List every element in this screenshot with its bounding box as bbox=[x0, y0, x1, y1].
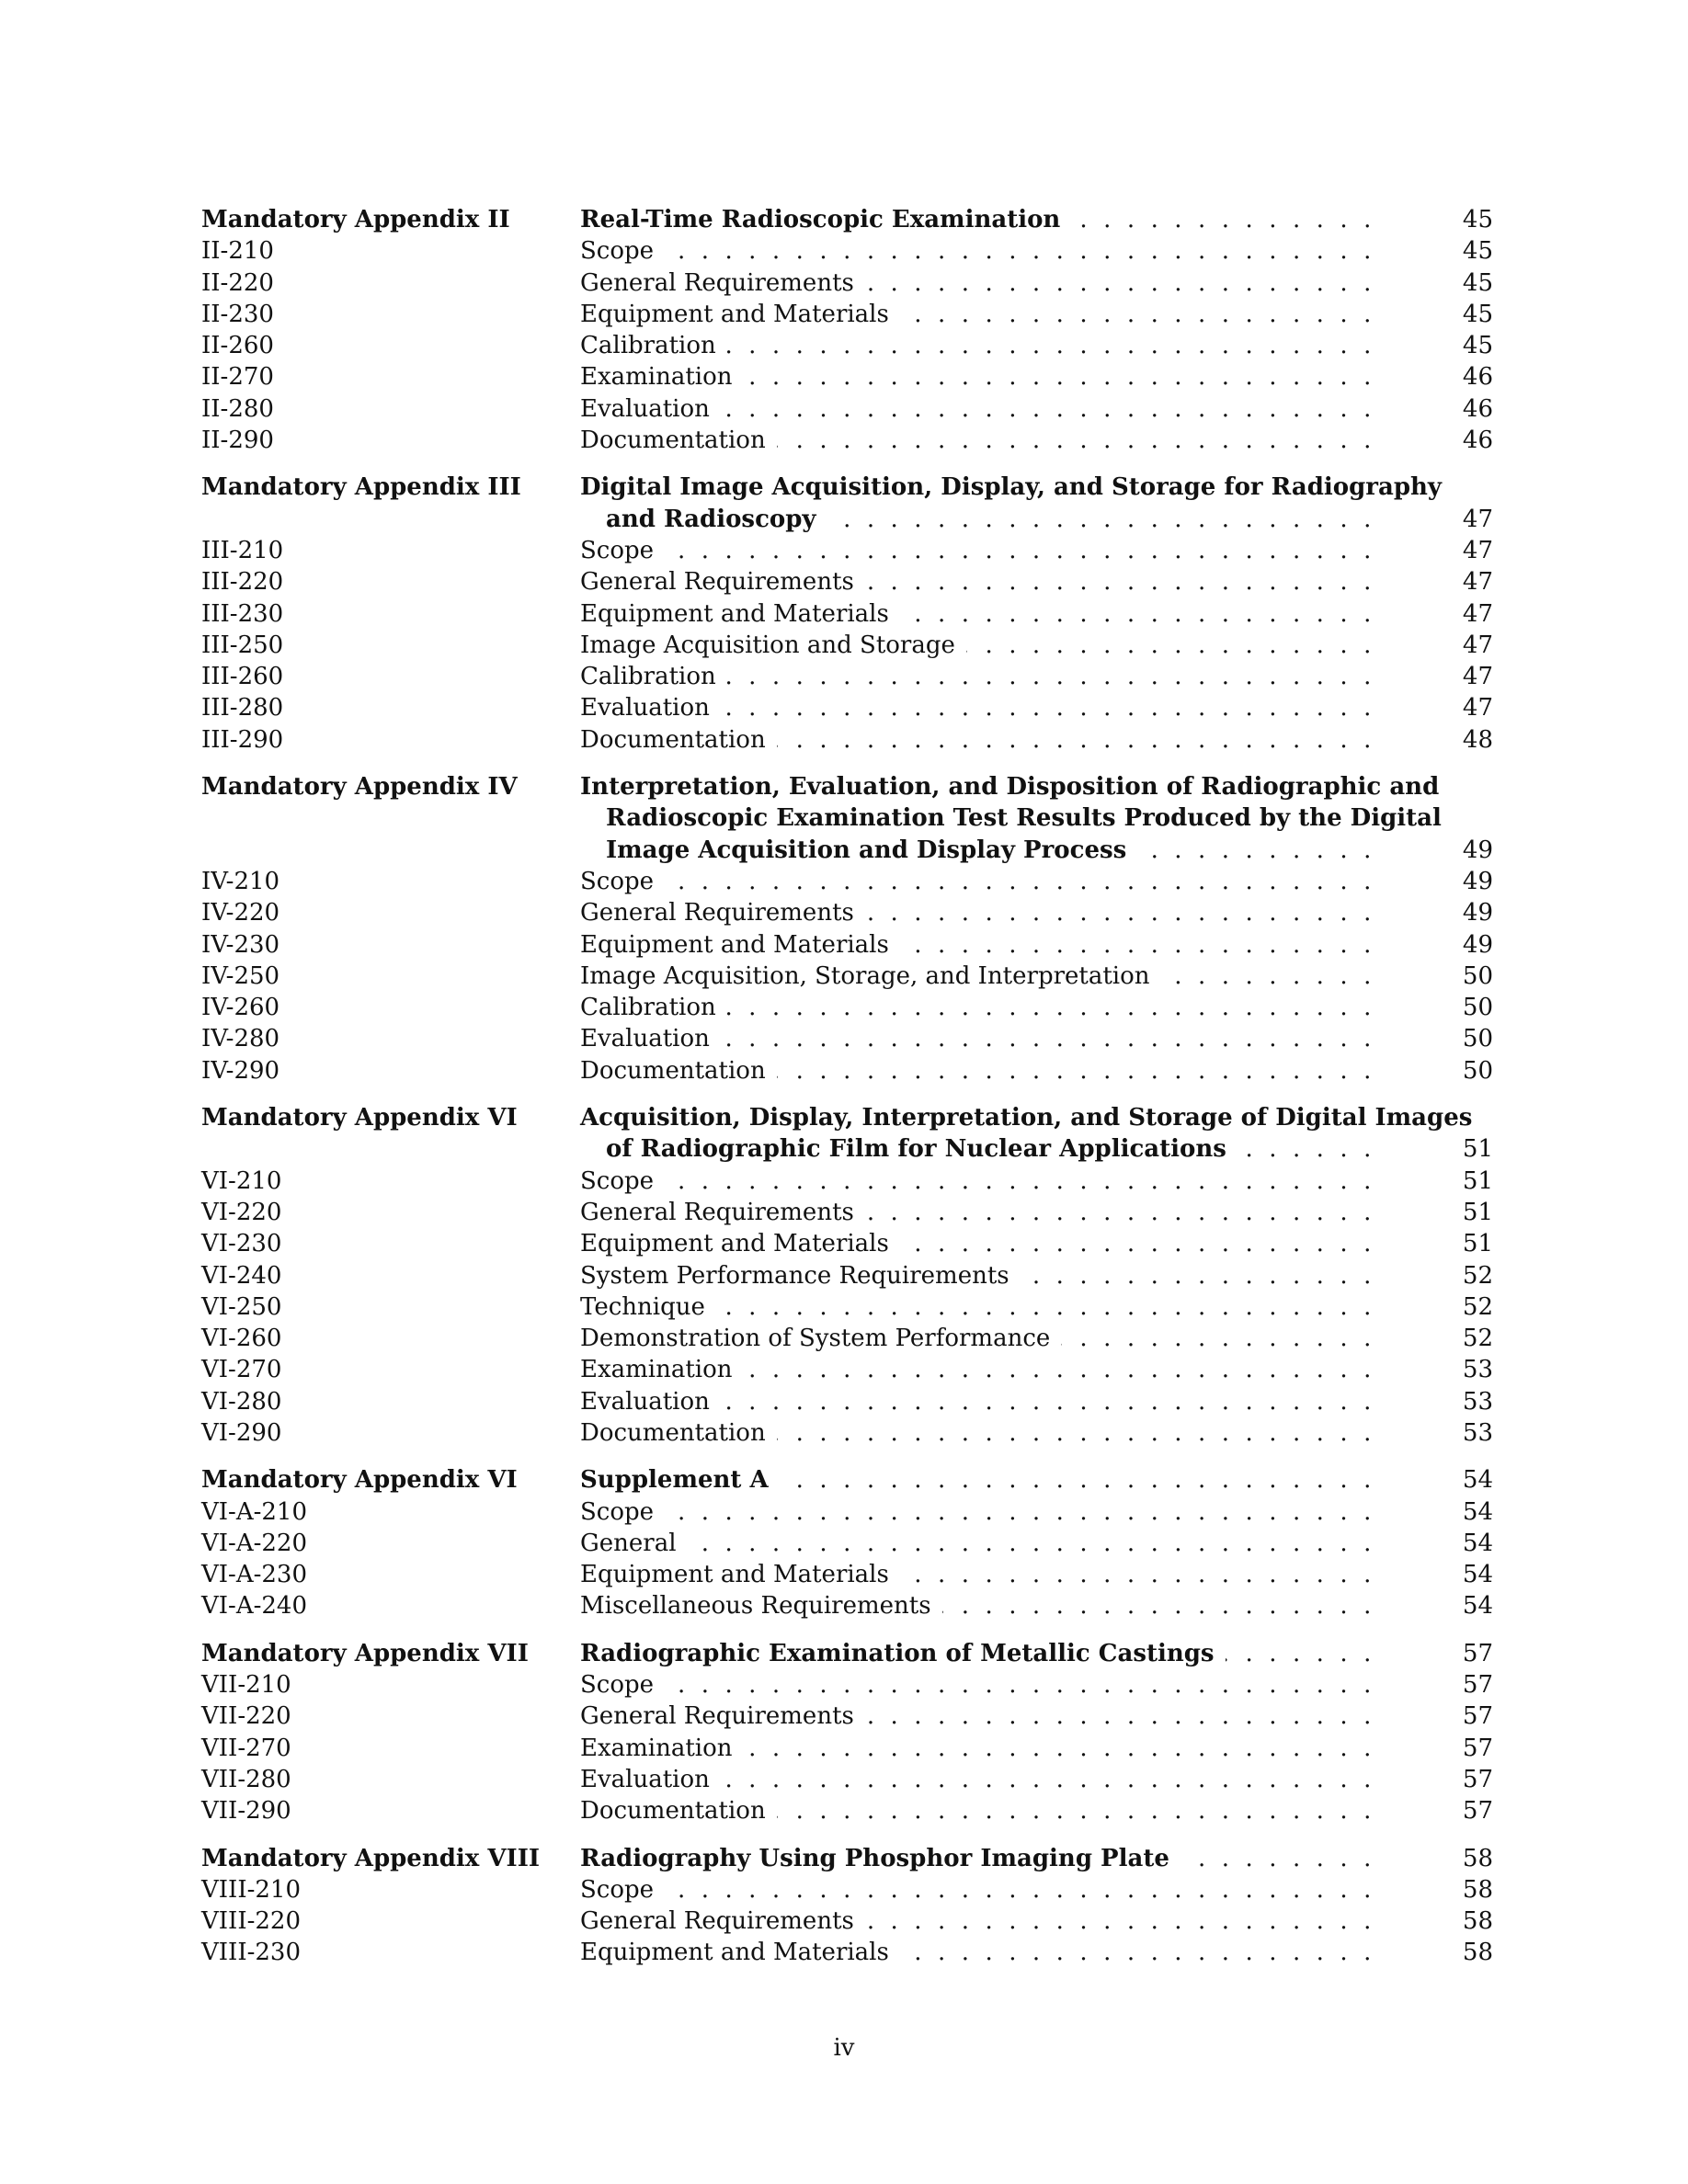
section-title: Image Acquisition, Storage, and Interpretation . . . bbox=[580, 961, 1375, 992]
dot-leader bbox=[1161, 961, 1375, 992]
page-number: 46 bbox=[1462, 363, 1493, 392]
section-code: II-220 bbox=[201, 268, 274, 297]
section-code: III-230 bbox=[201, 599, 284, 628]
section-title: Calibration . . . bbox=[580, 330, 1375, 361]
section-code: VII-280 bbox=[201, 1765, 291, 1793]
section-title: Scope . . . bbox=[580, 1874, 1375, 1905]
page-number: 45 bbox=[1462, 206, 1493, 233]
section-title: Scope . . . bbox=[580, 235, 1375, 267]
toc-entry[interactable] bbox=[201, 1905, 1493, 1937]
toc-entry[interactable] bbox=[201, 1260, 1493, 1291]
dot-leader bbox=[665, 1166, 1375, 1197]
section-code: II-270 bbox=[201, 363, 274, 392]
toc-appendix-heading[interactable] bbox=[201, 1102, 1493, 1166]
section-title: Evaluation . . . bbox=[580, 1023, 1375, 1054]
dot-leader bbox=[865, 1905, 1375, 1937]
appendix-label: Mandatory Appendix II bbox=[201, 206, 510, 233]
toc-entry[interactable] bbox=[201, 1590, 1493, 1621]
toc-entry[interactable] bbox=[201, 566, 1493, 597]
dot-leader bbox=[827, 504, 1375, 535]
toc-entry[interactable] bbox=[201, 1323, 1493, 1354]
page-number: 51 bbox=[1462, 1230, 1493, 1258]
toc-section bbox=[201, 1638, 1493, 1827]
section-title: Technique . . . bbox=[580, 1291, 1375, 1323]
section-title: Equipment and Materials . . . bbox=[580, 1559, 1375, 1590]
toc-entry[interactable] bbox=[201, 1417, 1493, 1449]
section-title: Examination . . . bbox=[580, 361, 1375, 392]
dot-leader bbox=[716, 1291, 1375, 1323]
dot-leader bbox=[721, 1386, 1375, 1417]
dot-leader bbox=[744, 1354, 1375, 1385]
section-code: VI-A-220 bbox=[201, 1529, 308, 1557]
appendix-label: Mandatory Appendix VI bbox=[201, 1104, 518, 1132]
toc-entry[interactable] bbox=[201, 1228, 1493, 1259]
section-code: VII-210 bbox=[201, 1671, 291, 1700]
appendix-title-line: Radioscopic Examination Test Results Produced by the Digital bbox=[606, 804, 1442, 833]
section-title: Equipment and Materials . . . bbox=[580, 1228, 1375, 1259]
dot-leader bbox=[1071, 204, 1375, 235]
appendix-title-line: Acquisition, Display, Interpretation, and Storage of Digital Images bbox=[580, 1104, 1473, 1132]
section-code: II-210 bbox=[201, 237, 274, 266]
section-title: Evaluation . . . bbox=[580, 393, 1375, 425]
section-title: Scope . . . bbox=[580, 1166, 1375, 1197]
page-number: 47 bbox=[1462, 505, 1493, 533]
section-title: Equipment and Materials . . . bbox=[580, 598, 1375, 630]
dot-leader bbox=[688, 1528, 1375, 1559]
toc-entry[interactable] bbox=[201, 897, 1493, 928]
toc-section bbox=[201, 1464, 1493, 1621]
toc-entry[interactable] bbox=[201, 661, 1493, 692]
toc-entry[interactable] bbox=[201, 1669, 1493, 1701]
page-number: 45 bbox=[1462, 268, 1493, 297]
toc-entry[interactable] bbox=[201, 535, 1493, 566]
page-number: 45 bbox=[1462, 237, 1493, 266]
section-code: IV-250 bbox=[201, 961, 280, 990]
dot-leader bbox=[780, 1464, 1375, 1496]
section-title: Documentation . . . bbox=[580, 724, 1375, 756]
toc-entry[interactable] bbox=[201, 1023, 1493, 1054]
dot-leader bbox=[900, 1228, 1375, 1259]
dot-leader bbox=[1061, 1323, 1375, 1354]
appendix-title-line: Interpretation, Evaluation, and Disposition of Radiographic and bbox=[580, 773, 1440, 802]
section-title: Documentation . . . bbox=[580, 1417, 1375, 1449]
page-number: 58 bbox=[1462, 1907, 1493, 1936]
toc-section bbox=[201, 1843, 1493, 1969]
toc-entry[interactable] bbox=[201, 235, 1493, 267]
page-number: 52 bbox=[1462, 1325, 1493, 1353]
page-number: 47 bbox=[1462, 694, 1493, 722]
toc-entry[interactable] bbox=[201, 1197, 1493, 1228]
toc-entry[interactable] bbox=[201, 1386, 1493, 1417]
appendix-title-line: Radiography Using Phosphor Imaging Plate bbox=[580, 1844, 1169, 1872]
toc-appendix-heading[interactable] bbox=[201, 204, 1493, 235]
appendix-label: Mandatory Appendix IV bbox=[201, 773, 518, 802]
section-code: VI-290 bbox=[201, 1418, 282, 1447]
toc-entry[interactable] bbox=[201, 361, 1493, 392]
appendix-title bbox=[580, 204, 1375, 235]
section-code: III-260 bbox=[201, 663, 284, 691]
table-of-contents bbox=[201, 204, 1493, 1985]
toc-entry[interactable] bbox=[201, 1559, 1493, 1590]
toc-entry[interactable] bbox=[201, 1291, 1493, 1323]
section-code: II-290 bbox=[201, 427, 274, 455]
section-code: VI-270 bbox=[201, 1356, 282, 1384]
toc-entry[interactable] bbox=[201, 330, 1493, 361]
page-number: 47 bbox=[1462, 536, 1493, 564]
page-number: 57 bbox=[1462, 1765, 1493, 1793]
dot-leader bbox=[721, 1023, 1375, 1054]
page-number: 51 bbox=[1462, 1135, 1493, 1164]
section-code: IV-220 bbox=[201, 899, 280, 927]
section-title: Equipment and Materials . . . bbox=[580, 299, 1375, 330]
page-number: 45 bbox=[1462, 332, 1493, 360]
section-code: VI-210 bbox=[201, 1166, 282, 1195]
page-number: 57 bbox=[1462, 1639, 1493, 1667]
section-code: III-220 bbox=[201, 568, 284, 597]
toc-section bbox=[201, 1102, 1493, 1449]
page-number: 57 bbox=[1462, 1734, 1493, 1762]
dot-leader bbox=[865, 267, 1375, 299]
toc-section bbox=[201, 771, 1493, 1086]
section-title: Documentation . . . bbox=[580, 1795, 1375, 1826]
toc-appendix-heading[interactable] bbox=[201, 472, 1493, 535]
dot-leader bbox=[966, 630, 1375, 661]
page-number: 48 bbox=[1462, 725, 1493, 754]
dot-leader bbox=[900, 1937, 1375, 1968]
page-number: 50 bbox=[1462, 961, 1493, 990]
section-title: General Requirements . . . bbox=[580, 897, 1375, 928]
page-number: 57 bbox=[1462, 1797, 1493, 1826]
section-title: General . . . bbox=[580, 1528, 1375, 1559]
toc-entry[interactable] bbox=[201, 1937, 1493, 1968]
appendix-label: Mandatory Appendix VII bbox=[201, 1639, 529, 1667]
section-title: General Requirements . . . bbox=[580, 1701, 1375, 1732]
section-code: IV-290 bbox=[201, 1056, 280, 1085]
section-title: Evaluation . . . bbox=[580, 1764, 1375, 1795]
page-number: 47 bbox=[1462, 599, 1493, 628]
section-code: VI-230 bbox=[201, 1230, 282, 1258]
section-title: Equipment and Materials . . . bbox=[580, 929, 1375, 961]
page-number: 54 bbox=[1462, 1592, 1493, 1621]
page-number: 47 bbox=[1462, 663, 1493, 691]
section-code: VI-240 bbox=[201, 1261, 282, 1290]
section-title: System Performance Requirements . . . bbox=[580, 1260, 1375, 1291]
section-code: IV-230 bbox=[201, 930, 280, 959]
section-title: Examination . . . bbox=[580, 1354, 1375, 1385]
page-number: 49 bbox=[1462, 836, 1493, 864]
dot-leader bbox=[744, 1733, 1375, 1764]
appendix-title-line: Supplement A bbox=[580, 1466, 769, 1495]
section-code: VIII-210 bbox=[201, 1875, 301, 1904]
section-code: VII-270 bbox=[201, 1734, 291, 1762]
page-number: 47 bbox=[1462, 631, 1493, 659]
appendix-title bbox=[580, 1638, 1375, 1669]
toc-entry[interactable] bbox=[201, 630, 1493, 661]
section-title: General Requirements . . . bbox=[580, 566, 1375, 597]
section-code: VIII-230 bbox=[201, 1939, 301, 1967]
section-title: Evaluation . . . bbox=[580, 1386, 1375, 1417]
dot-leader bbox=[665, 1874, 1375, 1905]
section-code: VIII-220 bbox=[201, 1907, 301, 1936]
dot-leader bbox=[727, 992, 1375, 1023]
dot-leader bbox=[900, 1559, 1375, 1590]
toc-entry[interactable] bbox=[201, 267, 1493, 299]
appendix-title-line: of Radiographic Film for Nuclear Applications bbox=[606, 1135, 1226, 1164]
section-title: Evaluation . . . bbox=[580, 692, 1375, 723]
page-number: 50 bbox=[1462, 1025, 1493, 1053]
dot-leader bbox=[865, 566, 1375, 597]
page-number: 58 bbox=[1462, 1844, 1493, 1872]
appendix-title bbox=[580, 472, 1443, 535]
section-code: VII-220 bbox=[201, 1702, 291, 1731]
dot-leader bbox=[777, 1795, 1375, 1826]
page-number: 46 bbox=[1462, 427, 1493, 455]
page-folio: iv bbox=[833, 2034, 855, 2062]
dot-leader bbox=[727, 330, 1375, 361]
page-number: 45 bbox=[1462, 300, 1493, 328]
dot-leader bbox=[665, 535, 1375, 566]
dot-leader bbox=[777, 425, 1375, 456]
page-number: 52 bbox=[1462, 1261, 1493, 1290]
toc-entry[interactable] bbox=[201, 929, 1493, 961]
toc-entry[interactable] bbox=[201, 1764, 1493, 1795]
toc-entry[interactable] bbox=[201, 961, 1493, 992]
page-number: 50 bbox=[1462, 1056, 1493, 1085]
page-number: 49 bbox=[1462, 899, 1493, 927]
dot-leader bbox=[744, 361, 1375, 392]
dot-leader bbox=[777, 1417, 1375, 1449]
section-title: Scope . . . bbox=[580, 1496, 1375, 1528]
page-number: 54 bbox=[1462, 1561, 1493, 1589]
section-code: II-230 bbox=[201, 300, 274, 328]
toc-entry[interactable] bbox=[201, 1166, 1493, 1197]
toc-entry[interactable] bbox=[201, 724, 1493, 756]
page-number: 50 bbox=[1462, 994, 1493, 1022]
dot-leader bbox=[865, 1197, 1375, 1228]
section-code: VI-260 bbox=[201, 1325, 282, 1353]
toc-entry[interactable] bbox=[201, 393, 1493, 425]
section-title: General Requirements . . . bbox=[580, 267, 1375, 299]
appendix-title bbox=[580, 1464, 1375, 1496]
dot-leader bbox=[900, 929, 1375, 961]
appendix-title-line: Real-Time Radioscopic Examination bbox=[580, 206, 1061, 233]
page-number: 49 bbox=[1462, 930, 1493, 959]
page-number: 52 bbox=[1462, 1292, 1493, 1321]
section-code: IV-260 bbox=[201, 994, 280, 1022]
page-number: 49 bbox=[1462, 867, 1493, 895]
appendix-title bbox=[580, 771, 1442, 866]
page-number: 53 bbox=[1462, 1387, 1493, 1416]
section-code: VI-220 bbox=[201, 1198, 282, 1226]
page-number: 53 bbox=[1462, 1356, 1493, 1384]
dot-leader bbox=[1137, 835, 1375, 866]
dot-leader bbox=[1226, 1638, 1375, 1669]
section-code: II-260 bbox=[201, 332, 274, 360]
section-code: VI-250 bbox=[201, 1292, 282, 1321]
toc-section bbox=[201, 204, 1493, 456]
section-code: VII-290 bbox=[201, 1797, 291, 1826]
dot-leader bbox=[900, 299, 1375, 330]
appendix-title-line: and Radioscopy bbox=[606, 505, 816, 533]
toc-appendix-heading[interactable] bbox=[201, 1843, 1493, 1874]
section-code: II-280 bbox=[201, 394, 274, 423]
dot-leader bbox=[777, 1055, 1375, 1086]
section-code: III-280 bbox=[201, 694, 284, 722]
toc-entry[interactable] bbox=[201, 299, 1493, 330]
toc-entry[interactable] bbox=[201, 598, 1493, 630]
page-number: 57 bbox=[1462, 1671, 1493, 1700]
page-number: 58 bbox=[1462, 1875, 1493, 1904]
appendix-label: Mandatory Appendix III bbox=[201, 473, 521, 502]
appendix-label: Mandatory Appendix VIII bbox=[201, 1844, 541, 1872]
toc-entry[interactable] bbox=[201, 1733, 1493, 1764]
toc-entry[interactable] bbox=[201, 992, 1493, 1023]
section-title: Miscellaneous Requirements . . . bbox=[580, 1590, 1375, 1621]
section-title: Image Acquisition and Storage . . . bbox=[580, 630, 1375, 661]
dot-leader bbox=[865, 1701, 1375, 1732]
section-code: VI-A-230 bbox=[201, 1561, 308, 1589]
page-number: 53 bbox=[1462, 1418, 1493, 1447]
dot-leader bbox=[865, 897, 1375, 928]
section-title: General Requirements . . . bbox=[580, 1905, 1375, 1937]
section-title: Scope . . . bbox=[580, 866, 1375, 897]
toc-entry[interactable] bbox=[201, 1055, 1493, 1086]
page-number: 58 bbox=[1462, 1939, 1493, 1967]
dot-leader bbox=[665, 866, 1375, 897]
appendix-label: Mandatory Appendix VI bbox=[201, 1466, 518, 1495]
section-code: VI-280 bbox=[201, 1387, 282, 1416]
toc-entry[interactable] bbox=[201, 692, 1493, 723]
section-code: III-290 bbox=[201, 725, 284, 754]
toc-entry[interactable] bbox=[201, 1496, 1493, 1528]
dot-leader bbox=[1180, 1843, 1375, 1874]
toc-entry[interactable] bbox=[201, 425, 1493, 456]
section-title: Documentation . . . bbox=[580, 425, 1375, 456]
page-number: 46 bbox=[1462, 394, 1493, 423]
page-number: 54 bbox=[1462, 1497, 1493, 1526]
dot-leader bbox=[1021, 1260, 1375, 1291]
section-title: Scope . . . bbox=[580, 535, 1375, 566]
toc-entry[interactable] bbox=[201, 1354, 1493, 1385]
dot-leader bbox=[900, 598, 1375, 630]
dot-leader bbox=[721, 692, 1375, 723]
appendix-title-line: Image Acquisition and Display Process bbox=[606, 836, 1127, 864]
page-number: 54 bbox=[1462, 1529, 1493, 1557]
dot-leader bbox=[721, 1764, 1375, 1795]
section-code: IV-280 bbox=[201, 1025, 280, 1053]
page-number: 54 bbox=[1462, 1466, 1493, 1495]
dot-leader bbox=[665, 235, 1375, 267]
section-title: Demonstration of System Performance . . . bbox=[580, 1323, 1375, 1354]
section-title: Calibration . . . bbox=[580, 992, 1375, 1023]
toc-entry[interactable] bbox=[201, 1528, 1493, 1559]
section-code: IV-210 bbox=[201, 867, 280, 895]
toc-entry[interactable] bbox=[201, 1874, 1493, 1905]
appendix-title-line: Radiographic Examination of Metallic Castings bbox=[580, 1639, 1215, 1667]
appendix-title-line: Digital Image Acquisition, Display, and Storage for Radiography bbox=[580, 473, 1443, 502]
page-number: 51 bbox=[1462, 1166, 1493, 1195]
appendix-title bbox=[580, 1843, 1375, 1874]
section-code: III-250 bbox=[201, 631, 284, 659]
appendix-title bbox=[580, 1102, 1473, 1166]
page-number: 47 bbox=[1462, 568, 1493, 597]
section-title: Examination . . . bbox=[580, 1733, 1375, 1764]
section-title: Scope . . . bbox=[580, 1669, 1375, 1701]
section-title: Documentation . . . bbox=[580, 1055, 1375, 1086]
dot-leader bbox=[665, 1496, 1375, 1528]
section-title: Calibration . . . bbox=[580, 661, 1375, 692]
toc-entry[interactable] bbox=[201, 1795, 1493, 1826]
toc-section bbox=[201, 472, 1493, 756]
dot-leader bbox=[665, 1669, 1375, 1701]
section-code: VI-A-240 bbox=[201, 1592, 308, 1621]
toc-appendix-heading[interactable] bbox=[201, 1464, 1493, 1496]
dot-leader bbox=[721, 393, 1375, 425]
section-title: Equipment and Materials . . . bbox=[580, 1937, 1375, 1968]
dot-leader bbox=[942, 1590, 1375, 1621]
section-code: III-210 bbox=[201, 536, 284, 564]
section-title: General Requirements . . . bbox=[580, 1197, 1375, 1228]
toc-appendix-heading[interactable] bbox=[201, 771, 1493, 866]
toc-entry[interactable] bbox=[201, 866, 1493, 897]
page-number: 57 bbox=[1462, 1702, 1493, 1731]
dot-leader bbox=[1237, 1133, 1375, 1165]
toc-entry[interactable] bbox=[201, 1701, 1493, 1732]
section-code: VI-A-210 bbox=[201, 1497, 308, 1526]
dot-leader bbox=[727, 661, 1375, 692]
page-number: 51 bbox=[1462, 1198, 1493, 1226]
dot-leader bbox=[777, 724, 1375, 756]
toc-appendix-heading[interactable] bbox=[201, 1638, 1493, 1669]
